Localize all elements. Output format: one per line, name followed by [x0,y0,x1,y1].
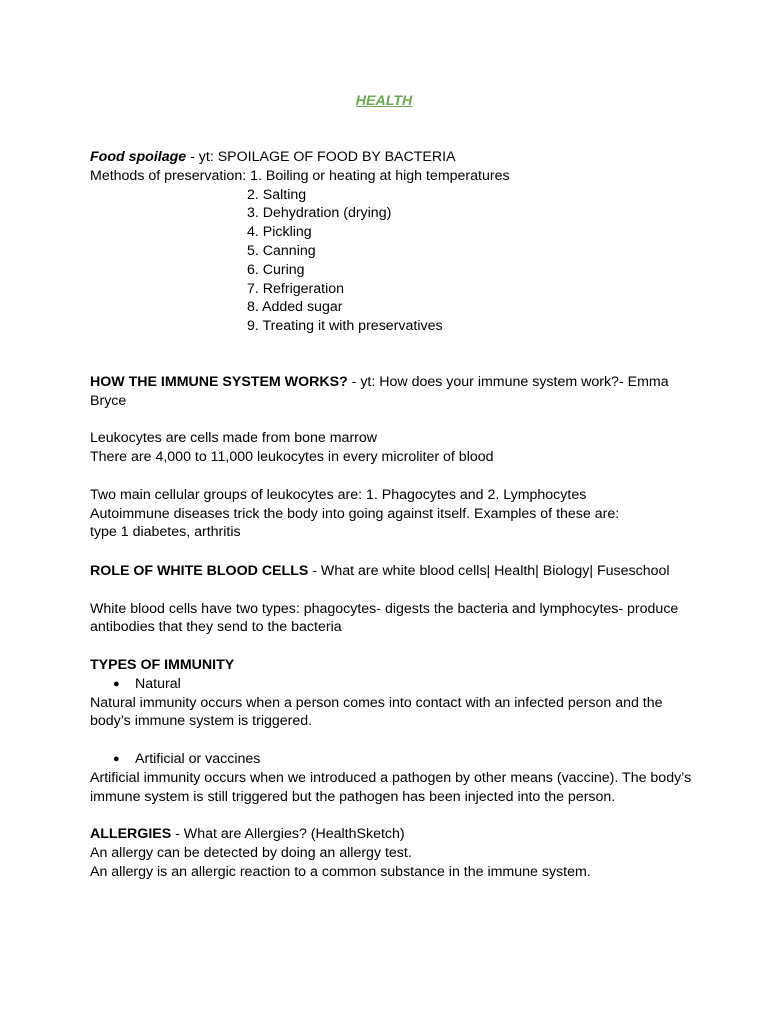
methods-line-1 [90,167,690,186]
wbc-heading: ROLE OF WHITE BLOOD CELLS [90,563,309,579]
types-of-immunity-section [90,656,690,806]
immune-heading-rest: - yt: How does your immune system work?- Emma [347,374,669,390]
wbc-paragraph: antibodies that they send to the bacteria [90,619,342,636]
immune-heading-rest-2: Bryce [90,392,127,409]
method-item: 7. Refrigeration [247,280,344,297]
wbc-paragraph: White blood cells have two types: phagocytes- digests the bacteria and lymphocytes- produce [90,600,679,617]
immune-paragraph: Leukocytes are cells made from bone marrow [90,430,378,447]
page-title: HEALTH [355,93,413,109]
bullet-icon: ● [113,677,120,690]
allergies-paragraph: An allergy can be detected by doing an allergy test. [90,844,412,861]
food-spoilage-heading-rest: - yt: SPOILAGE OF FOOD BY BACTERIA [186,149,456,165]
method-item: 4. Pickling [247,224,312,241]
immune-heading-line [90,373,690,392]
bullet-label: Natural [135,675,181,692]
immune-paragraph: There are 4,000 to 11,000 leukocytes in every microliter of blood [90,449,494,466]
food-spoilage-section [90,148,690,336]
immune-heading: HOW THE IMMUNE SYSTEM WORKS? [90,374,348,390]
immune-paragraph: type 1 diabetes, arthritis [90,524,241,541]
immunity-paragraph: Natural immunity occurs when a person comes into contact with an infected person and the [90,694,663,711]
white-blood-cells-section [90,562,690,637]
allergies-heading-line [90,825,690,844]
method-item: 6. Curing [247,261,305,278]
allergies-heading-rest: - What are Allergies? (HealthSketch) [171,826,405,842]
bullet-icon: ● [113,752,120,765]
immunity-paragraph: immune system is still triggered but the pathogen has been injected into the person. [90,788,616,805]
immune-system-section [90,373,690,542]
method-item: 1. Boiling or heating at high temperatures [250,167,510,184]
allergies-heading: ALLERGIES [90,826,172,842]
wbc-heading-rest: - What are white blood cells| Health| Biology| Fuseschool [308,563,670,579]
method-item: 2. Salting [247,186,307,203]
bullet-item-natural [90,675,690,694]
bullet-label: Artificial or vaccines [135,750,261,767]
allergies-paragraph: An allergy is an allergic reaction to a common substance in the immune system. [90,863,591,880]
method-item: 3. Dehydration (drying) [247,205,392,222]
method-item: 8. Added sugar [247,299,343,316]
immunity-heading: TYPES OF IMMUNITY [90,657,235,673]
immune-paragraph: Two main cellular groups of leukocytes are: 1. Phagocytes and 2. Lymphocytes [90,486,587,503]
immunity-paragraph: body’s immune system is triggered. [90,713,313,730]
methods-label: Methods of preservation: [90,167,251,184]
food-spoilage-heading: Food spoilage [90,149,187,165]
wbc-heading-line [90,562,690,581]
method-item: 9. Treating it with preservatives [247,318,443,335]
immune-paragraph: Autoimmune diseases trick the body into going against itself. Examples of these are: [90,505,620,522]
method-item: 5. Canning [247,242,316,259]
allergies-section [90,825,690,881]
immunity-paragraph: Artificial immunity occurs when we introduced a pathogen by other means (vaccine). The body’s [90,769,692,786]
bullet-item-artificial [90,750,690,769]
food-spoilage-heading-line [90,148,690,167]
